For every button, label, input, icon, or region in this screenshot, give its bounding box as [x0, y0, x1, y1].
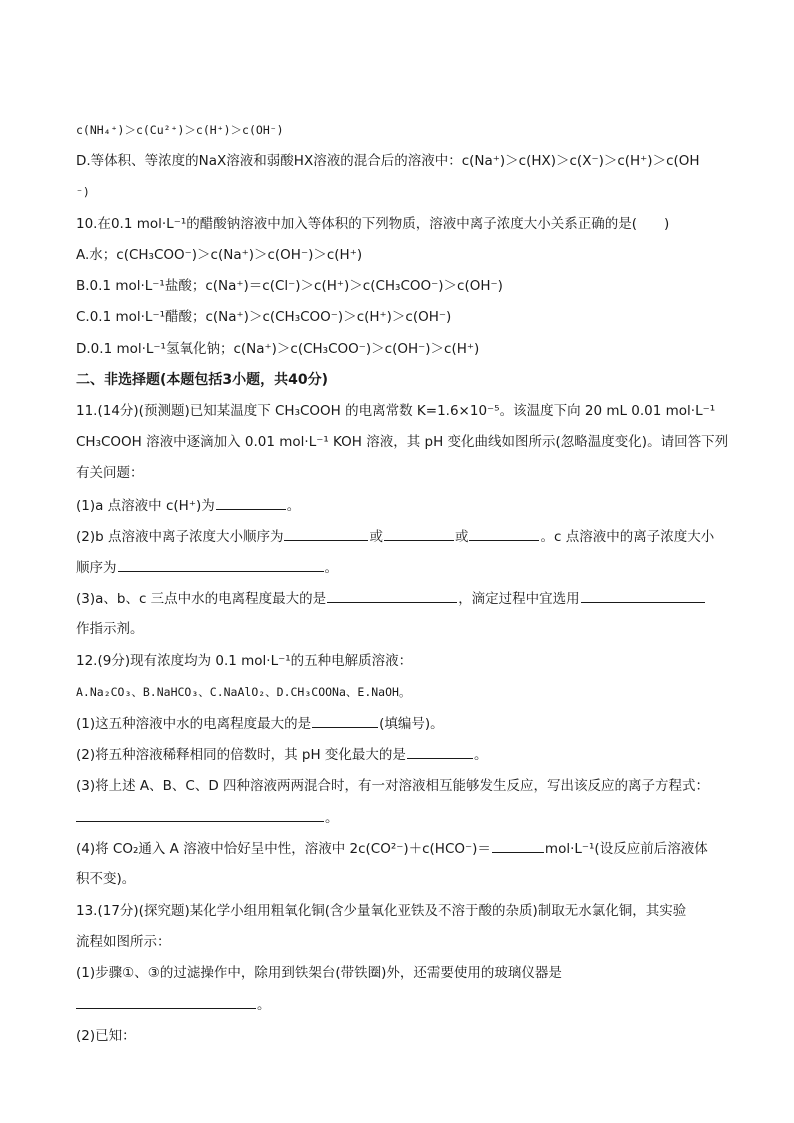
- q12-part1: [76, 714, 444, 733]
- q11-part3-line2: 作指示剂。: [76, 621, 144, 637]
- q11-part1-text: (1)a 点溶液中 c(H⁺)为: [76, 498, 215, 514]
- q10-option-d: D.0.1 mol·L⁻¹氢氧化钠；c(Na⁺)＞c(CH₃COO⁻)＞c(OH⁻)＞c(H⁺): [76, 341, 480, 357]
- q13-line1: 13.(17分)(探究题)某化学小组用粗氧化铜(含少量氧化亚铁及不溶于酸的杂质)制取无水氯化铜，其实验: [76, 903, 687, 919]
- q11-line3: 有关问题：: [76, 465, 144, 481]
- q11-part2-line2-text: 顺序为: [76, 560, 117, 576]
- q11-part2-end: 。: [324, 560, 338, 576]
- answer-blank[interactable]: [327, 589, 457, 603]
- q9-option-c-continuation: c(NH₄⁺)＞c(Cu²⁺)＞c(H⁺)＞c(OH⁻): [76, 123, 284, 137]
- answer-blank[interactable]: [384, 527, 454, 541]
- answer-blank[interactable]: [216, 496, 286, 510]
- q11-part2: [76, 527, 714, 546]
- q11-line2: CH₃COOH 溶液中逐滴加入 0.01 mol·L⁻¹ KOH 溶液，其 pH 变化曲线如图所示(忽略温度变化)。请回答下列: [76, 434, 729, 450]
- q11-line1: 11.(14分)(预测题)已知某温度下 CH₃COOH 的电离常数 K=1.6×10⁻⁵。该温度下向 20 mL 0.01 mol·L⁻¹: [76, 403, 716, 419]
- q12-part2: [76, 745, 487, 764]
- q13-part1-line2: [76, 995, 271, 1014]
- q12-part2-end: 。: [473, 747, 488, 763]
- q13-part1-line1: (1)步骤①、③的过滤操作中，除用到铁架台(带铁圈)外，还需要使用的玻璃仪器是: [76, 965, 562, 981]
- answer-blank[interactable]: [407, 745, 473, 759]
- q12-part1-text2: (填编号)。: [379, 716, 444, 732]
- q12-part4: [76, 839, 708, 858]
- q12-part3-line2: [76, 808, 339, 827]
- q11-part2-c: 。c 点溶液中的离子浓度大小: [540, 529, 715, 545]
- answer-blank[interactable]: [312, 714, 378, 728]
- q11-part2-or2: 或: [454, 529, 469, 545]
- q12-part4-line2: 积不变)。: [76, 871, 136, 887]
- answer-blank[interactable]: [284, 527, 368, 541]
- q11-part2-or1: 或: [369, 529, 383, 545]
- q12-part4-text2: mol·L⁻¹(设反应前后溶液体: [544, 841, 708, 857]
- q11-part3: [76, 589, 706, 608]
- q13-part1-end: 。: [257, 997, 271, 1013]
- q12-stem: 12.(9分)现有浓度均为 0.1 mol·L⁻¹的五种电解质溶液：: [76, 653, 413, 669]
- q10-option-c: C.0.1 mol·L⁻¹醋酸；c(Na⁺)＞c(CH₃COO⁻)＞c(H⁺)＞c(OH⁻): [76, 309, 452, 325]
- section-heading: 二、非选择题(本题包括3小题，共40分): [76, 372, 329, 388]
- answer-blank[interactable]: [76, 808, 324, 822]
- answer-blank[interactable]: [118, 558, 324, 572]
- answer-blank[interactable]: [469, 527, 539, 541]
- answer-blank[interactable]: [492, 839, 544, 853]
- q9-option-d-line2: ⁻): [76, 185, 90, 199]
- answer-blank[interactable]: [581, 589, 705, 603]
- q12-part3-end: 。: [325, 810, 339, 826]
- q10-stem: 10.在0.1 mol·L⁻¹的醋酸钠溶液中加入等体积的下列物质，溶液中离子浓度大小关系正确的是( ): [76, 216, 670, 232]
- q12-part1-text: (1)这五种溶液中水的电离程度最大的是: [76, 716, 312, 732]
- q9-option-d-line1: D.等体积、等浓度的NaX溶液和弱酸HX溶液的混合后的溶液中：c(Na⁺)＞c(HX)＞c(X⁻)＞c(H⁺)＞c(OH: [76, 153, 700, 169]
- q12-part2-text: (2)将五种溶液稀释相同的倍数时，其 pH 变化最大的是: [76, 747, 406, 763]
- q11-part2-text: (2)b 点溶液中离子浓度大小顺序为: [76, 529, 284, 545]
- q12-part3-line1: (3)将上述 A、B、C、D 四种溶液两两混合时，有一对溶液相互能够发生反应，写出该反应的离子方程式：: [76, 778, 710, 794]
- q11-part1-end: 。: [286, 498, 301, 514]
- q11-part2-line2: [76, 558, 338, 577]
- q10-option-b: B.0.1 mol·L⁻¹盐酸；c(Na⁺)＝c(Cl⁻)＞c(H⁺)＞c(CH₃COO⁻)＞c(OH⁻): [76, 278, 503, 294]
- q12-part4-text: (4)将 CO₂通入 A 溶液中恰好呈中性，溶液中 2c(CO²⁻)＋c(HCO⁻)＝: [76, 841, 491, 857]
- q13-part2: (2)已知：: [76, 1028, 136, 1044]
- answer-blank[interactable]: [76, 995, 256, 1009]
- q13-line2: 流程如图所示：: [76, 934, 171, 950]
- q11-part1: [76, 496, 300, 515]
- q11-part3-text2: ，滴定过程中宜选用: [458, 591, 580, 607]
- q10-option-a: A.水；c(CH₃COO⁻)＞c(Na⁺)＞c(OH⁻)＞c(H⁺): [76, 247, 363, 263]
- q11-part3-text: (3)a、b、c 三点中水的电离程度最大的是: [76, 591, 327, 607]
- q12-list: A.Na₂CO₃、B.NaHCO₃、C.NaAlO₂、D.CH₃COONa、E.NaOH。: [76, 685, 411, 699]
